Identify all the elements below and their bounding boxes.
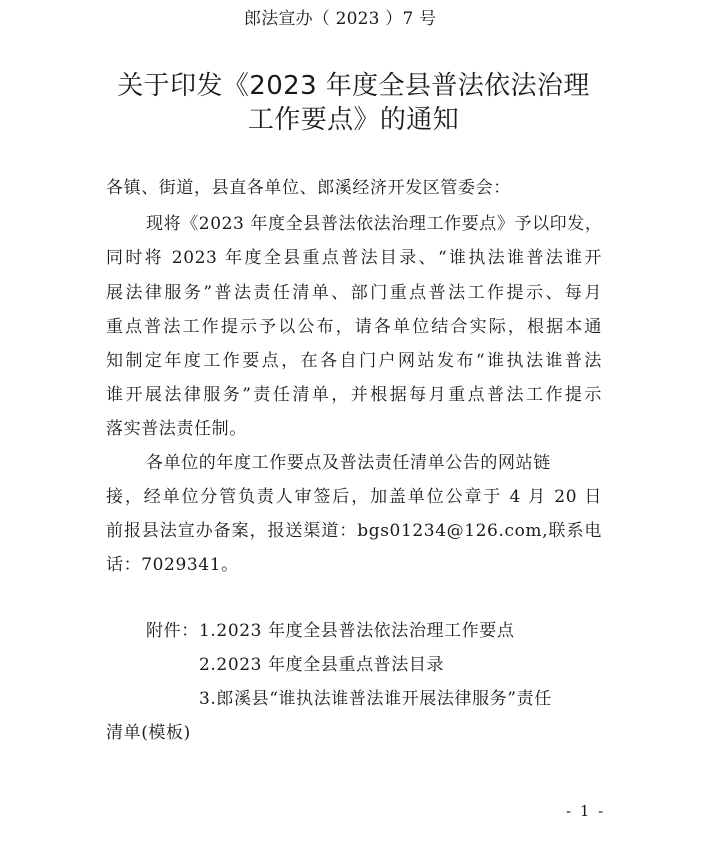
paragraph-2-line-1: 各单位的年度工作要点及普法责任清单公告的网站链 xyxy=(146,453,551,473)
attachments-label: 附件： xyxy=(146,621,199,641)
paragraph-1-line-6: 谁开展法律服务”责任清单，并根据每月重点普法工作提示 xyxy=(106,385,602,405)
attachment-item-2: 2.2023 年度全县重点普法目录 xyxy=(199,655,445,675)
paragraph-1-line-7: 落实普法责任制。 xyxy=(106,419,247,439)
paragraph-2-line-4: 话：7029341。 xyxy=(106,555,239,575)
paragraph-1-line-5: 知制定年度工作要点，在各自门户网站发布“谁执法谁普法 xyxy=(106,351,602,371)
attachment-item-3-line-1: 3.郎溪县“谁执法谁普法谁开展法律服务”责任 xyxy=(199,689,552,709)
document-number: 郎法宣办（ 2023 ）7 号 xyxy=(244,9,437,29)
page-number: - 1 - xyxy=(566,802,606,820)
document-title-line-1: 关于印发《2023 年度全县普法依法治理 xyxy=(117,71,590,101)
attachment-item-3-line-2: 清单(模板) xyxy=(106,723,191,743)
paragraph-1-line-2: 同时将 2023 年度全县重点普法目录、“谁执法谁普法谁开 xyxy=(106,248,602,268)
salutation: 各镇、街道，县直各单位、郎溪经济开发区管委会： xyxy=(106,178,511,198)
paragraph-1-line-4: 重点普法工作提示予以公布，请各单位结合实际，根据本通 xyxy=(106,317,602,337)
paragraph-2-line-3: 前报县法宣办备案，报送渠道：bgs01234@126.com,联系电 xyxy=(106,521,602,541)
attachment-item-1: 1.2023 年度全县普法依法治理工作要点 xyxy=(199,621,515,641)
paragraph-2-line-2: 接，经单位分管负责人审签后，加盖单位公章于 4 月 20 日 xyxy=(106,487,602,507)
document-title-line-2: 工作要点》的通知 xyxy=(247,105,460,135)
paragraph-1-line-1: 现将《2023 年度全县普法依法治理工作要点》予以印发， xyxy=(146,214,603,234)
paragraph-1-line-3: 展法律服务”普法责任清单、部门重点普法工作提示、每月 xyxy=(106,283,602,303)
